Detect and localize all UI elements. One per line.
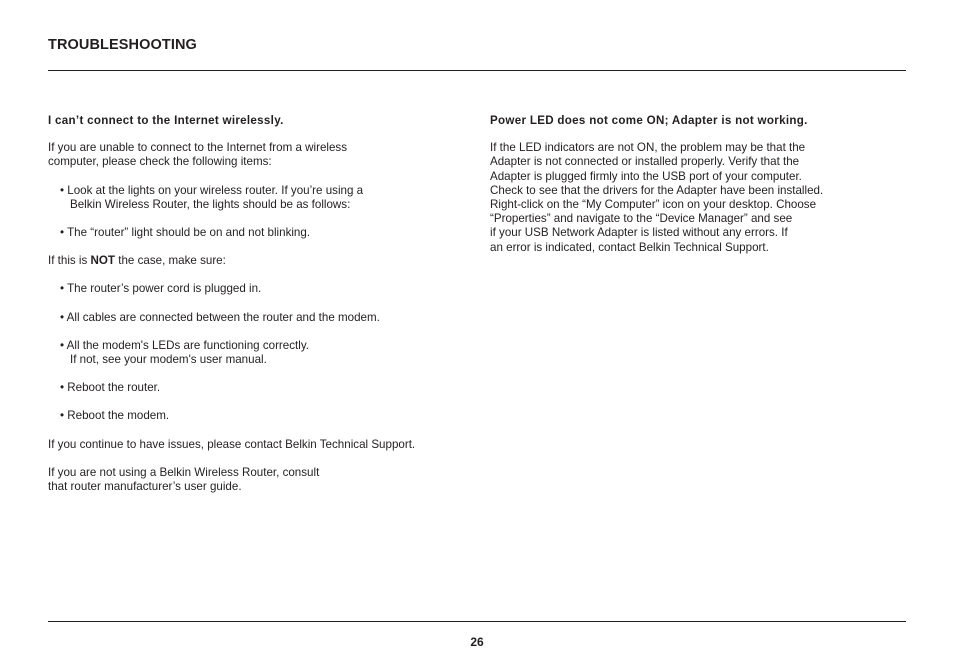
list-item: • The router’s power cord is plugged in.	[60, 282, 262, 296]
list-item-text: All cables are connected between the router and the modem.	[66, 310, 380, 324]
condition-paragraph	[48, 254, 468, 268]
list-item: • The “router” light should be on and not blinking.	[60, 226, 311, 240]
condition-emphasis: NOT	[90, 254, 116, 268]
footer-divider	[48, 621, 906, 622]
power-led-paragraph	[490, 141, 890, 255]
body-line: Check to see that the drivers for the Adapter have been installed.	[490, 183, 824, 197]
page-title: TROUBLESHOOTING	[48, 37, 197, 53]
closing-line: that router manufacturer’s user guide.	[48, 480, 242, 494]
list-item-text: The router’s power cord is plugged in.	[67, 282, 262, 296]
list-item-text: All the modem's LEDs are functioning correctly.	[66, 338, 309, 352]
right-column	[490, 114, 890, 255]
condition-prefix: If this is	[48, 254, 91, 268]
list-item: • All the modem's LEDs are functioning correctly. If not, see your modem's user manual.	[60, 338, 309, 367]
body-line: If the LED indicators are not ON, the problem may be that the	[490, 141, 806, 155]
list-item-text: If not, see your modem's user manual.	[70, 353, 267, 367]
intro-line: If you are unable to connect to the Internet from a wireless	[48, 141, 348, 155]
body-line: an error is indicated, contact Belkin Technical Support.	[490, 240, 769, 254]
header-divider	[48, 70, 906, 71]
check-lights-list	[48, 184, 468, 241]
list-item-text: The “router” light should be on and not blinking.	[67, 226, 311, 240]
list-item: • Reboot the router.	[60, 381, 161, 395]
support-paragraph: If you continue to have issues, please contact Belkin Technical Support.	[48, 437, 416, 451]
body-line: if your USB Network Adapter is listed without any errors. If	[490, 226, 788, 240]
make-sure-list	[48, 282, 468, 423]
section-heading-power-led: Power LED does not come ON; Adapter is not working.	[490, 114, 808, 127]
body-line: Adapter is not connected or installed properly. Verify that the	[490, 155, 800, 169]
list-item-text: Look at the lights on your wireless router. If you’re using a	[67, 183, 364, 197]
intro-line: computer, please check the following items:	[48, 155, 272, 169]
left-column	[48, 114, 468, 494]
intro-paragraph	[48, 141, 468, 169]
list-item: • Look at the lights on your wireless router. If you’re using a Belkin Wireless Router, the lights should be as follows:	[60, 183, 364, 211]
list-item-text: Belkin Wireless Router, the lights should be as follows:	[70, 197, 351, 211]
condition-suffix: the case, make sure:	[115, 254, 226, 268]
section-heading-internet: I can’t connect to the Internet wirelessly.	[48, 114, 284, 127]
closing-line: If you are not using a Belkin Wireless Router, consult	[48, 465, 320, 479]
body-line: Adapter is plugged firmly into the USB port of your computer.	[490, 169, 802, 183]
body-line: Right-click on the “My Computer” icon on your desktop. Choose	[490, 198, 817, 212]
page-number: 26	[470, 635, 484, 649]
closing-paragraph	[48, 466, 468, 494]
body-line: “Properties” and navigate to the “Device Manager” and see	[490, 212, 793, 226]
list-item-text: Reboot the router.	[67, 381, 161, 395]
list-item: • Reboot the modem.	[60, 409, 170, 423]
list-item-text: Reboot the modem.	[67, 409, 170, 423]
list-item: • All cables are connected between the router and the modem.	[60, 310, 380, 324]
